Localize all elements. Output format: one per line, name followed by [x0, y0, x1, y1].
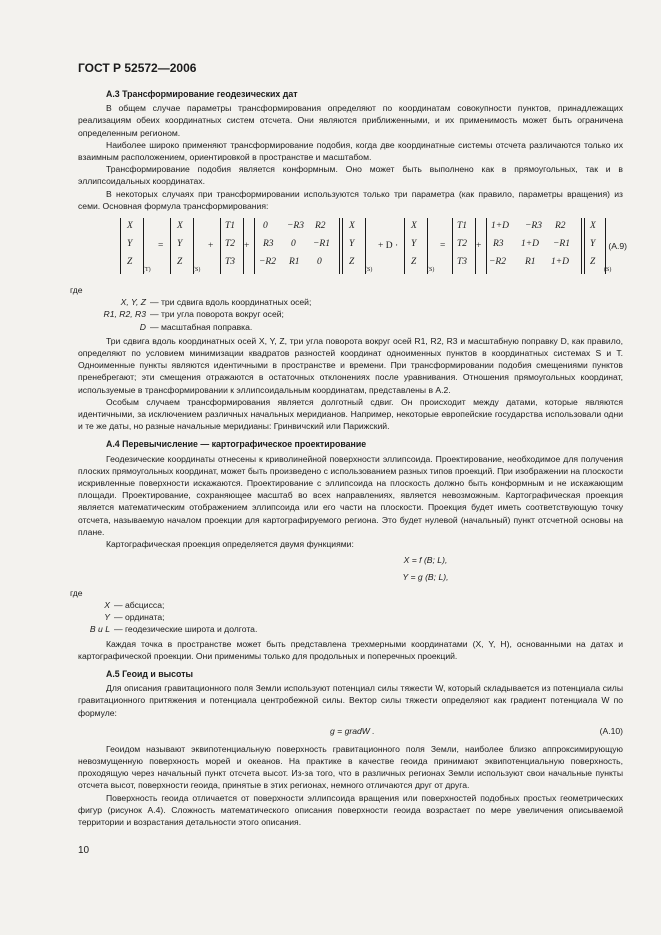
document-body	[70, 88, 627, 828]
paragraph: Трансформирование подобия является конформным. Оно может быть выполнено как в прямоугольных, так и в эллипсоидальных координатах.	[78, 164, 623, 187]
definition-row: B и L — геодезические широта и долгота.	[89, 624, 258, 635]
matrix-xyz-t: X Y Z	[120, 218, 144, 274]
definition-row: где	[70, 285, 83, 296]
formula-y: Y = g (B; L),	[402, 571, 449, 582]
definition-row: где	[70, 587, 83, 598]
paragraph: Картографическая проекция определяется двумя функциями:	[106, 539, 354, 550]
definition-row: D — масштабная поправка.	[139, 321, 253, 332]
formula-x: X = f (B; L),	[403, 555, 448, 566]
page-number: 10	[78, 845, 90, 856]
matrix-translation-2: T1 T2 T3	[452, 218, 476, 274]
formula-number-a9: (А.9)	[608, 241, 627, 252]
formula-number-a10: (А.10)	[599, 725, 623, 736]
matrix-full: 1+D −R3 R2 R3 1+D −R1 −R2 R1 1+D	[486, 218, 582, 274]
paragraph: Наиболее широко применяют трансформирование подобия, когда две координатные системы отсчета различаются только их взаимным расположением, ориентировкой в пространстве и масштабом.	[78, 139, 623, 163]
paragraph: Каждая точка в пространстве может быть представлена трехмерными координатами (X, Y, H), основанными на датах и картографической проекции. Они применимы только для продольных и поперечных проекций.	[78, 638, 623, 661]
definitions-a9	[70, 284, 623, 333]
section-a3-title: А.3 Трансформирование геодезических дат	[106, 89, 298, 99]
matrix-xyz-s-3: X Y Z	[404, 218, 428, 274]
paragraph: В общем случае параметры трансформирования определяют по координатам совокупности пунктов, принадлежащих реализациям обеих координатных систем отсчета. Они являются приближенными, и их применимость может быть ограничена определенным регионом.	[78, 103, 623, 138]
formula-a9: X Y Z (T) = X Y Z (S) + T1 T2 T3 + 0 −R3 R2 R3 0 −R1 −R2 R1 0 X Y Z (S) + D · X Y Z (S) = T1 T2 T3 + 1+D −R3 R2 R3 1+D −R1 −R2 R1 1+D X Y Z (S) (А.9)	[78, 218, 623, 278]
definition-row: R1, R2, R3 — три угла поворота вокруг осей;	[103, 309, 284, 320]
definition-row: X — абсцисса;	[104, 599, 165, 610]
formula-a10	[78, 723, 623, 739]
matrix-xyz-s: X Y Z	[170, 218, 194, 274]
matrix-xyz-s-2: X Y Z	[342, 218, 366, 274]
paragraph: Поверхность геоида отличается от поверхности эллипсоида вращения или поверхностей подобных простых геометрических фигур (рисунок А.4). Сложность математического описания поверхности геоида возрастает по мере увеличения описываемой территории и возрастания детальности этого описания.	[78, 792, 623, 827]
matrix-translation: T1 T2 T3	[220, 218, 244, 274]
paragraph: Геоидом называют эквипотенциальную поверхность гравитационного поля Земли, наиболее близко аппроксимирующую невозмущенную поверхность морей и океанов. На практике в качестве геоида принимают эквипотенциальную поверхность, проходящую через начальный пункт отсчета высот. Из-за того, что в различных регионах Земли используют свои начальные пункты отсчета высот, поверхности геоида, принятые в этих регионах, немного отличаются друг от друга.	[78, 743, 623, 791]
definition-row: Y — ордината;	[104, 612, 165, 623]
paragraph: Три сдвига вдоль координатных осей X, Y, Z, три угла поворота вокруг осей R1, R2, R3 и масштабную поправку D, как правило, определяют по условием минимизации квадратов разностей координат одноименных пунктов в координатных системах S и T. Одноименные пункты являются идентичными в пространстве и времени. При трансформировании подобия смещениями пунктов пренебрегают; эти смещения отражаются в остаточных отклонениях после уравнивания. Отношения прямоугольных координат, используемые в трансформировании к эллипсоидальным координатам, представлены в А.2.	[78, 335, 623, 395]
paragraph: В некоторых случаях при трансформировании используются только три параметра (как правило, параметры вращения) из семи. Основная формула трансформирования:	[78, 188, 623, 211]
formula-gradient: g = gradW .	[330, 725, 375, 736]
paragraph: Для описания гравитационного поля Земли используют потенциал силы тяжести W, который складывается из потенциала силы гравитационного притяжения и потенциала центробежной силы. Вектор силы тяжести определяют как градиент потенциала W по формуле:	[78, 683, 623, 718]
standard-header: ГОСТ Р 52572—2006	[78, 61, 197, 75]
definitions-projection	[70, 587, 623, 636]
paragraph: Особым случаем трансформирования является долготный сдвиг. Он происходит между датами, которые являются идентичными, за исключением различных начальных меридианов. Например, некоторые европейские государства использовали одни и те же даты, но разные начальные меридианы: Гринвичский или Парижский.	[78, 396, 623, 432]
definition-row: X, Y, Z — три сдвига вдоль координатных осей;	[120, 297, 312, 308]
matrix-rotation: 0 −R3 R2 R3 0 −R1 −R2 R1 0	[254, 218, 340, 274]
paragraph: Геодезические координаты отнесены к криволинейной поверхности эллипсоида. Проектирование, необходимое для получения плоских прямоугольных координат, может быть произведено с использованием разных типов проекций. При изображении на плоскости искривленные поверхности искажаются. Проектирование с эллипсоида на плоскость должно быть конформным и не искажающим площади. Проектирование, сохраняющее масштаб во всех направлениях, является невозможным. Картографическая проекция является математическим отображением эллипсоида или его части на плоскости. Проекция будет иметь соответствующую точку отсчета, называемую началом проекции для картографируемого региона. Это будет нулевой (начальный) пункт отсчетной основы на плане.	[78, 453, 623, 537]
matrix-xyz-s-4: X Y Z	[584, 218, 606, 274]
section-a5-title: А.5 Геоид и высоты	[106, 668, 194, 679]
section-a4-title: А.4 Перевычисление — картографическое проектирование	[106, 439, 367, 450]
